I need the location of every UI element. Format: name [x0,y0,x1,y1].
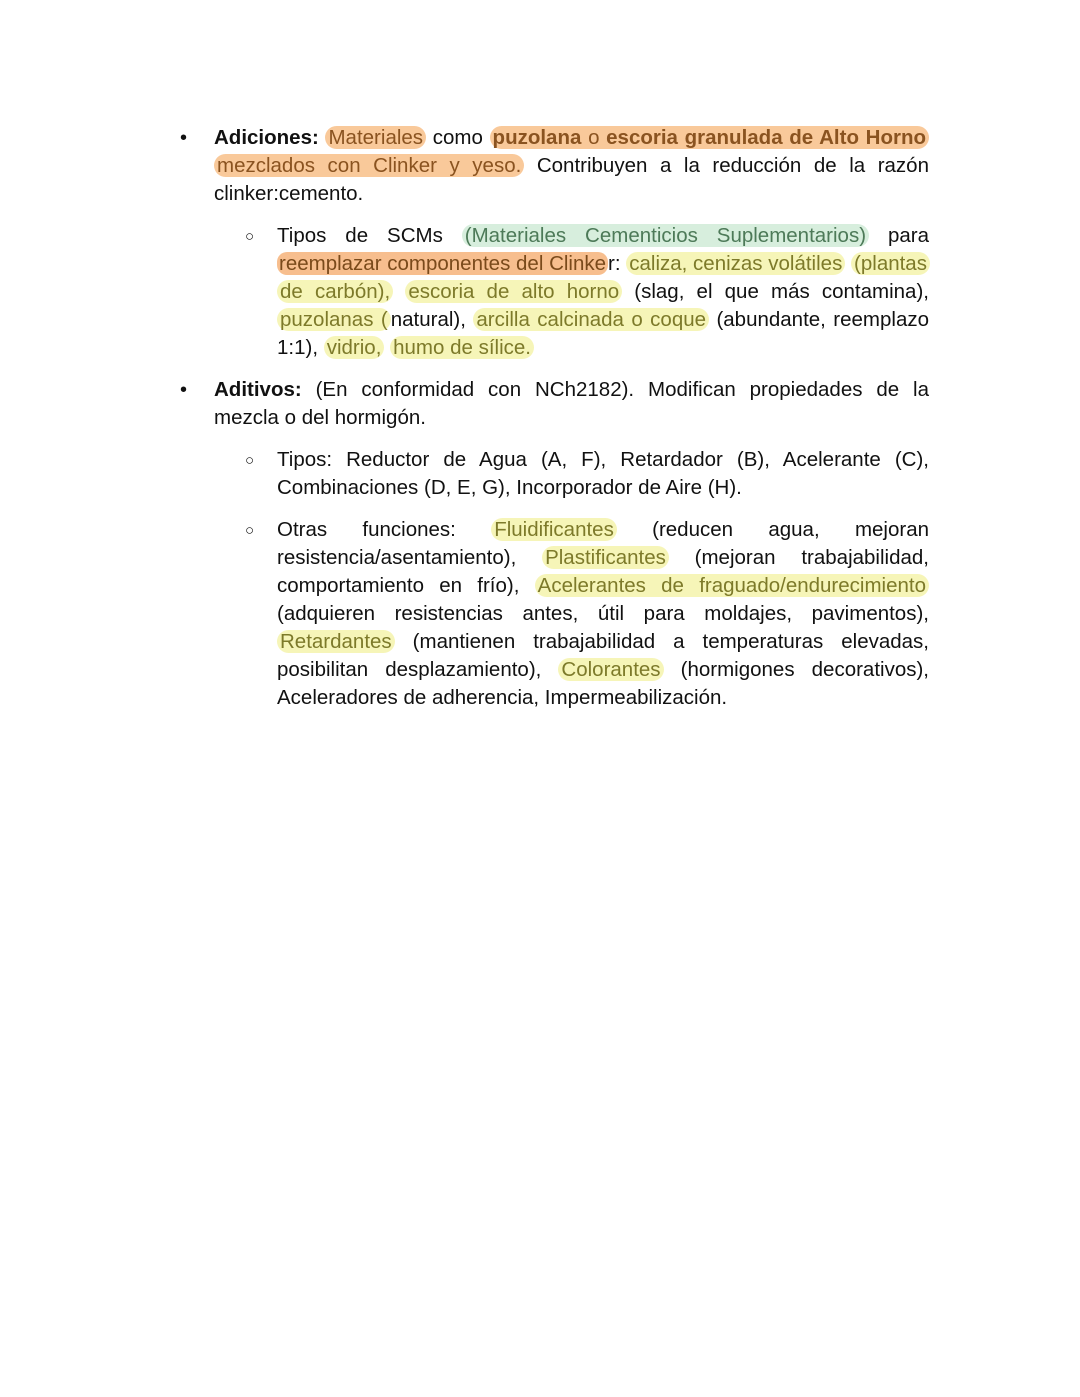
highlight: Acelerantes de fraguado/endurecimiento [535,574,929,597]
text: (mejoran trabajabilidad, [668,546,929,569]
text: posibilitan desplazamiento), [277,658,559,681]
text-line [214,376,929,404]
text [393,280,405,303]
text: Contribuyen a la reducción de la razón [524,154,929,177]
text-line [277,628,929,656]
text-line [277,306,929,334]
text: (abundante, reemplazo [709,308,930,331]
text: (slag, el que más contamina), [622,280,929,303]
text-line: Combinaciones (D, E, G), Incorporador de Aire (H). [277,476,742,499]
list-item-tipos-aditivos [277,446,929,502]
highlight: escoria de alto horno [405,280,622,303]
highlight: humo de sílice. [390,336,534,359]
highlight: Colorantes [558,658,663,681]
text-line [214,152,929,180]
highlight: caliza, cenizas volátiles [626,252,845,275]
text: para [869,224,929,247]
term-label: Adiciones: [214,126,319,149]
text: (mantienen trabajabilidad a temperaturas elevadas, [394,630,929,653]
text-line: Aceleradores de adherencia, Impermeabilización. [277,686,728,709]
text-line [277,222,929,250]
text: Tipos de SCMs [277,224,462,247]
text-line [277,544,929,572]
text: natural), [390,308,474,331]
list-item-adiciones [214,124,929,208]
text: escoria granulada de Alto Horno [606,126,926,149]
highlight: puzolanas ( [277,308,391,331]
text: 1:1), [277,336,324,359]
text-line: (adquieren resistencias antes, útil para moldajes, pavimentos), [277,602,929,625]
circle-bullet-icon: ○ [245,228,255,245]
highlight [490,126,929,149]
text-line: Tipos: Reductor de Agua (A, F), Retardador (B), Acelerante (C), [277,448,929,471]
text-line [277,656,929,684]
text: puzolana [492,126,582,149]
highlight: (plantas [851,252,930,275]
highlight: (Materiales Cementicios Suplementarios) [462,224,869,247]
bullet-icon: • [180,127,188,149]
list-item-tipos-scms [277,222,929,362]
text: comportamiento en frío), [277,574,535,597]
text: (En conformidad con NCh2182). Modifican propiedades de la [301,378,929,401]
highlight: de carbón), [277,280,393,303]
text: resistencia/asentamiento), [277,546,543,569]
text: r: [608,252,627,275]
highlight: Materiales [325,126,426,149]
highlight: Retardantes [277,630,395,653]
highlight: reemplazar componentes del Clinke [279,252,607,275]
text: Otras funciones: [277,518,492,541]
text-line [277,516,929,544]
text: o [581,126,607,149]
list-item-aditivos [214,376,929,432]
circle-bullet-icon: ○ [245,452,255,469]
text: (hormigones decorativos), [663,658,929,681]
highlight: vidrio, [324,336,385,359]
highlight: arcilla calcinada o coque [473,308,709,331]
text-line [277,250,929,278]
text-line [214,124,929,152]
text-line: mezcla o del hormigón. [214,406,426,429]
text-line: clinker:cemento. [214,182,364,205]
text-line [277,572,929,600]
list-item-otras-funciones [277,516,929,712]
text: como [426,126,490,149]
text-line [277,334,929,362]
bullet-icon: • [180,379,188,401]
highlight: mezclados con Clinker y yeso. [214,154,524,177]
term-label: Aditivos: [214,378,302,401]
circle-bullet-icon: ○ [245,522,255,539]
highlight: Plastificantes [542,546,669,569]
text: (reducen agua, mejoran [616,518,930,541]
text-line [277,278,929,306]
highlight: Fluidificantes [491,518,617,541]
